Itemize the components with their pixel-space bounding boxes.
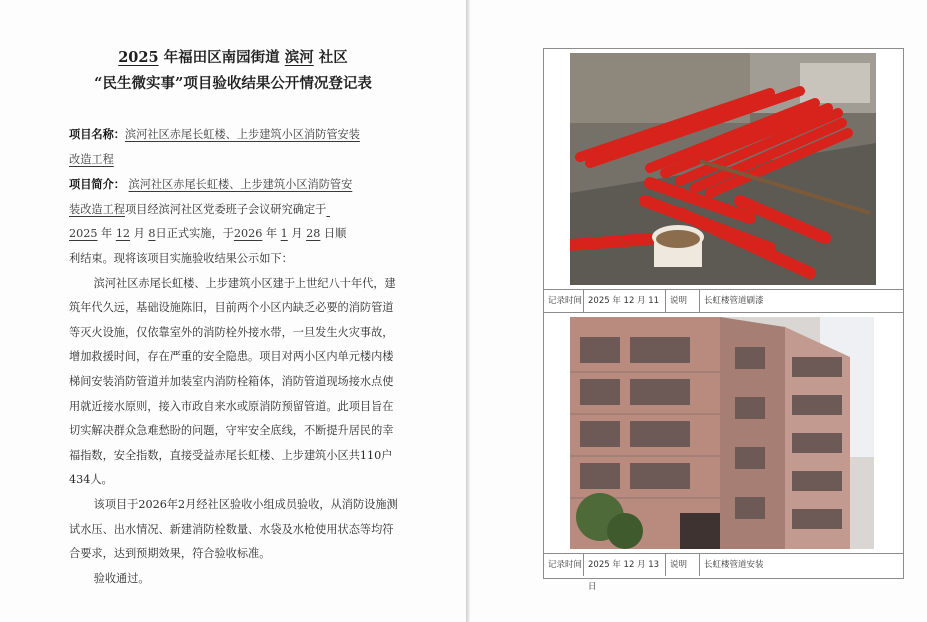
year-char: 年 [101, 227, 113, 241]
project-intro-value-1: 滨河社区赤尾长虹楼、上步建筑小区消防管安 [128, 178, 353, 192]
paragraph-acceptance: 该项目于2026年2月经社区验收小组成员验收，从消防设施测试水压、出水情况、新建消防栓数量、水袋及水枪使用状态等均符合要求，达到预期效果，符合验收标准。 [69, 497, 398, 561]
project-intro-label: 项目简介： [69, 177, 125, 192]
photo-1-date: 2025 年 12 月 11 [584, 290, 666, 312]
photo-1-desc: 长虹楼管道刷漆 [704, 296, 764, 306]
title-community-suffix: 社区 [318, 49, 348, 66]
title-district: 年福田区南园街道 [163, 49, 280, 66]
project-dates-row [69, 222, 399, 247]
red-pipes-illustration [570, 53, 876, 285]
apartment-building-photo [570, 317, 874, 549]
photo-2-date: 2025 年 12 月 13 日 [584, 554, 666, 576]
project-intro-row-2 [69, 198, 399, 223]
start-text: 日正式实施，于 [155, 227, 234, 241]
red-pipes-photo [570, 53, 876, 285]
paragraph-result: 验收通过。 [93, 571, 150, 585]
photo-2-desc: 长虹楼管道安装 [704, 560, 764, 570]
document-body [69, 122, 399, 591]
photo-1-desc-label: 说明 [666, 290, 700, 312]
photo-1-time-label: 记录时间 [544, 290, 584, 312]
end-day: 28 [306, 227, 321, 241]
end-text: 日顺 [323, 227, 347, 241]
start-day: 8 [148, 227, 156, 241]
end-month: 1 [280, 227, 288, 241]
photo-record-2 [543, 312, 904, 592]
month-char-2: 月 [291, 227, 303, 241]
project-intro-value-2: 装改造工程 [69, 202, 125, 216]
project-name-value-2: 改造工程 [69, 152, 114, 166]
photo-record-1 [543, 48, 904, 314]
end-year: 2026 [233, 227, 263, 241]
photo-2-time-label: 记录时间 [544, 554, 584, 576]
apartment-building-illustration [570, 317, 874, 549]
title-year: 2025 [118, 49, 159, 66]
document-title-line1 [0, 48, 466, 68]
document-title-line2: “民生微实事”项目验收结果公开情况登记表 [94, 75, 372, 92]
project-name-row [69, 122, 399, 148]
end-text-row: 利结束。现将该项目实施验收结果公示如下： [69, 251, 293, 265]
start-month: 12 [115, 227, 131, 241]
month-char: 月 [133, 227, 145, 241]
project-name-value-1: 滨河社区赤尾长虹楼、上步建筑小区消防管安装 [124, 128, 360, 141]
project-name-label: 项目名称： [69, 127, 125, 141]
photo-1-caption [544, 289, 903, 312]
start-year: 2025 [69, 227, 98, 241]
photo-2-desc-label: 说明 [666, 554, 700, 576]
project-intro-row [69, 172, 399, 198]
photo-2-caption [544, 553, 903, 592]
paragraph-background: 滨河社区赤尾长虹楼、上步建筑小区建于上世纪八十年代，建筑年代久远，基础设施陈旧，目前两个小区内缺乏必要的消防管道等灭火设施，仅依靠室外的消防栓外接水带，一旦发生火灾事故，增加救援时间，存在严重的安全隐患。项目对两小区内单元楼内楼梯间安装消防管道并加装室内消防栓箱体，消防管道现场接水点使用就近接水原则，接入市政自来水或原消防预留管道。此项目旨在切实解决群众急难愁盼的问题，守牢安全底线，不断提升居民的幸福指数，安全指数，直接受益赤尾长虹楼、上步建筑小区共110户434人。 [69, 276, 396, 487]
year-char-2: 年 [265, 227, 278, 241]
project-name-row-2 [69, 148, 399, 173]
project-intro-text: 项目经滨河社区党委班子会议研究确定于 [124, 202, 327, 216]
title-community: 滨河 [284, 49, 314, 66]
